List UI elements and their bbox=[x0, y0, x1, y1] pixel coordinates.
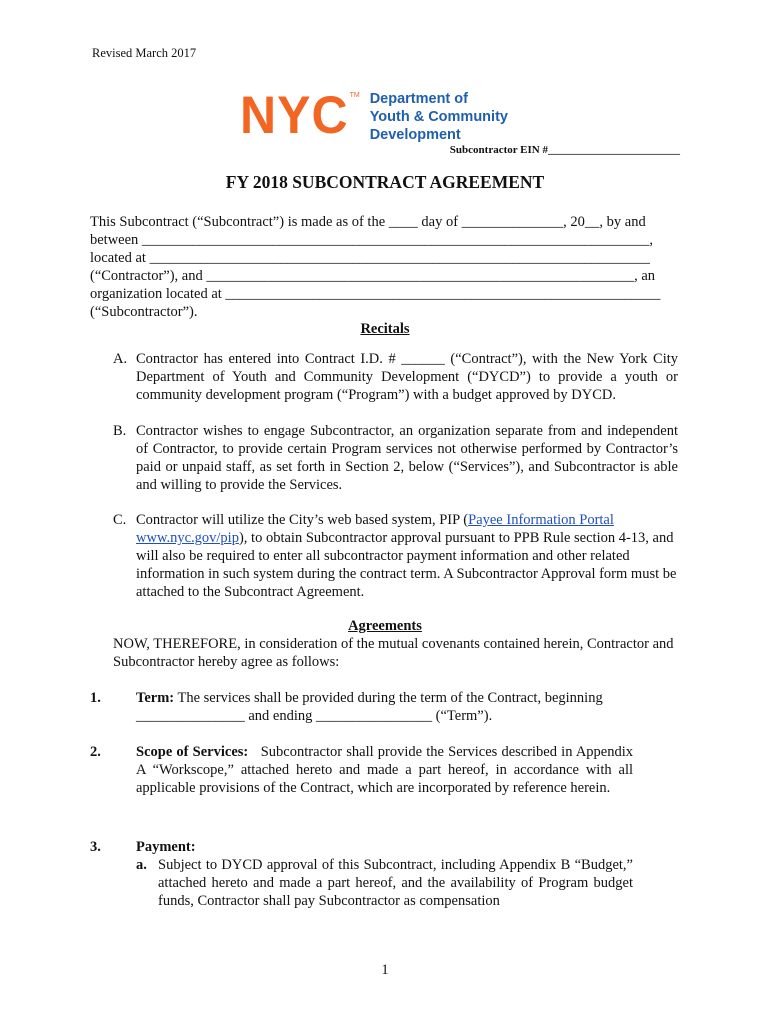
document-title: FY 2018 SUBCONTRACT AGREEMENT bbox=[225, 172, 545, 192]
recital-text bbox=[136, 511, 678, 601]
agreements-heading: Agreements bbox=[348, 618, 422, 634]
trademark-symbol: TM bbox=[349, 92, 360, 99]
recital-a bbox=[113, 350, 678, 404]
intro-paragraph bbox=[90, 213, 670, 321]
recital-text: Contractor wishes to engage Subcontractor, an organization separate from and independent of Contractor, to provide certain Program services not otherwise performed by Contractor’s paid or unpaid staff, as set forth in Section 2, below (“Services”), and Subcontractor is able and willing to provide the Services. bbox=[136, 423, 678, 493]
section-label: Payment: bbox=[136, 839, 196, 855]
recital-c bbox=[113, 511, 678, 601]
intro-line: (“Contractor”), and ___________________________________________________________, an bbox=[90, 268, 656, 284]
section-number: 2. bbox=[90, 744, 101, 760]
recital-c-text-end: ), to obtain Subcontractor approval pursuant to PPB Rule section 4-13, and will also be required to enter all subcontractor payment information and other related information in such system during the contract term. A Subcontractor Approval form must be attached to the Subcontract Agreement. bbox=[136, 530, 677, 600]
intro-line: This Subcontract (“Subcontract”) is made as of the ____ day of ______________, 20__, by and bbox=[90, 214, 646, 230]
intro-line: located at _____________________________________________________________________ bbox=[90, 250, 650, 266]
recitals-heading: Recitals bbox=[360, 321, 410, 337]
nyc-dycd-logo bbox=[240, 85, 508, 145]
section-body: Subcontractor shall provide the Services described in Appendix A “Workscope,” attached hereto and made a part hereof, in accordance with all applicable provisions of the Contract, which are incorporated by reference herein. bbox=[136, 744, 637, 796]
page-number: 1 bbox=[381, 962, 389, 978]
section-body: The services shall be provided during the term of the Contract, beginning _______________ and ending ________________ (“Term”). bbox=[136, 690, 603, 724]
section-text bbox=[136, 838, 633, 910]
revised-date: Revised March 2017 bbox=[92, 46, 197, 60]
section-number: 1. bbox=[90, 690, 101, 706]
section-number: 3. bbox=[90, 839, 101, 855]
section-label: Term: bbox=[136, 690, 175, 706]
section-text bbox=[136, 689, 633, 725]
recital-letter: B. bbox=[113, 423, 127, 439]
section-text bbox=[136, 743, 637, 797]
payment-subsection-a bbox=[136, 856, 633, 910]
intro-line: organization located at ____________________________________________________________ bbox=[90, 286, 661, 302]
subsection-letter: a. bbox=[136, 857, 147, 873]
recital-letter: C. bbox=[113, 512, 127, 528]
payee-information-portal-link[interactable]: Payee Information Portal bbox=[468, 512, 614, 528]
nyc-pip-url-link[interactable]: www.nyc.gov/pip bbox=[136, 530, 239, 546]
recital-c-text-start: Contractor will utilize the City’s web based system, PIP ( bbox=[136, 512, 469, 528]
recital-b bbox=[113, 422, 678, 494]
section-term bbox=[90, 689, 633, 725]
dept-line: Development bbox=[369, 127, 461, 143]
dept-line: Department of bbox=[369, 91, 468, 107]
intro-line: between ______________________________________________________________________, bbox=[90, 232, 654, 248]
subsection-text: Subject to DYCD approval of this Subcontract, including Appendix B “Budget,” attached hereto and made a part hereof, and the availability of Program budget funds, Contractor shall pay Subcontractor as compensation bbox=[158, 857, 633, 909]
section-scope-of-services bbox=[90, 743, 637, 797]
agreements-intro: NOW, THEREFORE, in consideration of the mutual covenants contained herein, Contractor and Subcontractor hereby agree as follows: bbox=[113, 636, 674, 670]
section-label: Scope of Services: bbox=[136, 744, 249, 760]
nyc-logo-mark: NYC bbox=[240, 85, 349, 145]
recital-letter: A. bbox=[113, 351, 128, 367]
dept-line: Youth & Community bbox=[369, 109, 508, 125]
section-payment bbox=[90, 838, 633, 910]
intro-line: (“Subcontractor”). bbox=[90, 304, 198, 320]
dycd-department-name bbox=[370, 90, 508, 144]
subcontractor-ein-field: Subcontractor EIN #________________________ bbox=[449, 144, 680, 156]
recital-text: Contractor has entered into Contract I.D. # ______ (“Contract”), with the New York City Department of Youth and Community Development (“DYCD”) to provide a youth or community development program (“Program”) with a budget approved by DYCD. bbox=[136, 351, 678, 403]
